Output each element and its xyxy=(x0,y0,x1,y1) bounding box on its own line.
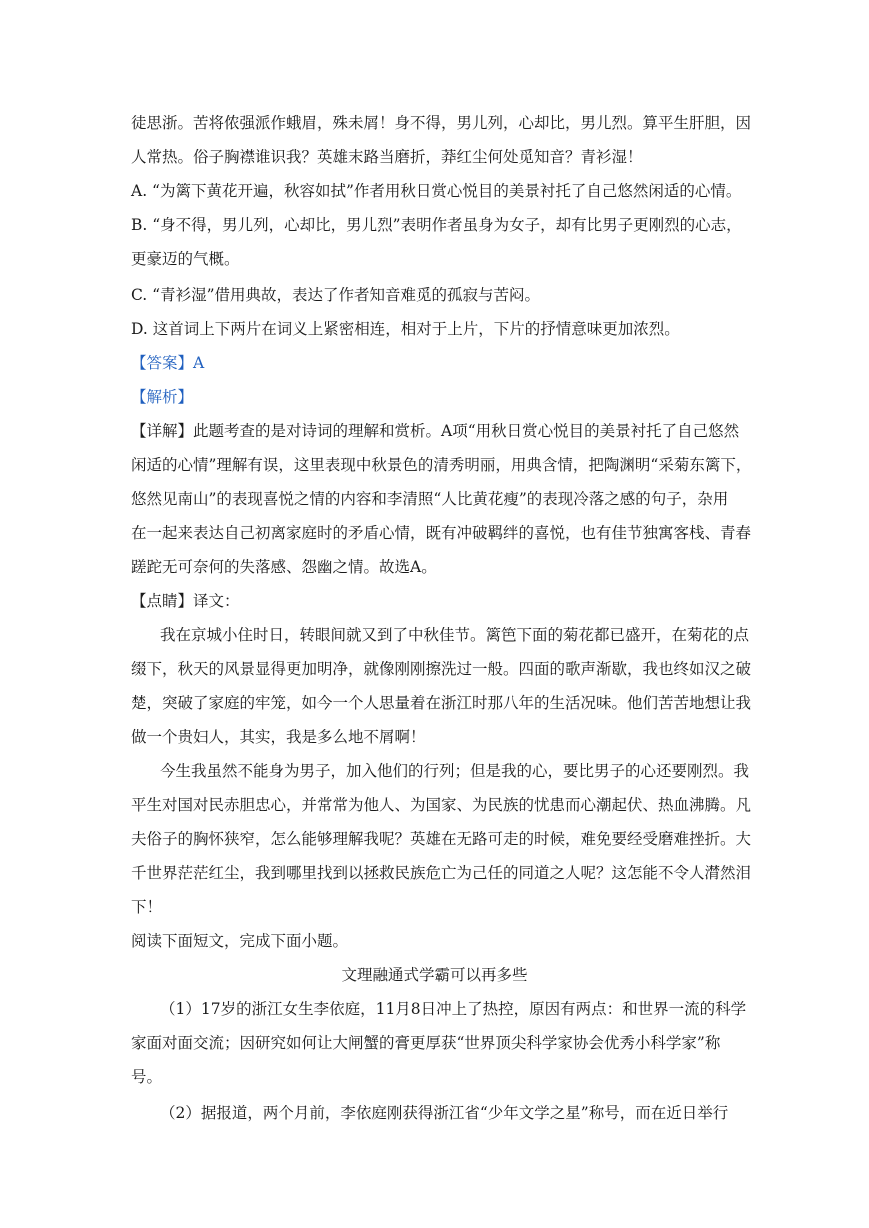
option-b-line-1: B. “身不得，男儿列，心却比，男儿烈”表明作者虽身为女子，却有比男子更刚烈的心志， xyxy=(131,216,742,234)
detail-line-5: 蹉跎无可奈何的失落感、怨幽之情。故选A。 xyxy=(131,558,437,576)
detail-line-3: 悠然见南山”的表现喜悦之情的内容和李清照“人比黄花瘦”的表现冷落之感的句子，杂用 xyxy=(131,490,729,508)
translation-p2-line-4: 千世界茫茫红尘，我到哪里找到以拯救民族危亡为己任的同道之人呢？这怎能不令人潸然泪 xyxy=(131,864,752,882)
translation-p2-line-1: 今生我虽然不能身为男子，加入他们的行列；但是我的心，要比男子的心还要刚烈。我 xyxy=(160,762,750,780)
translation-p2-line-5: 下！ xyxy=(131,898,163,916)
answer-label: 【答案】A xyxy=(131,354,205,372)
option-d: D. 这首词上下两片在词义上紧密相连，相对于上片，下片的抒情意味更加浓烈。 xyxy=(131,320,680,338)
translation-p2-line-2: 平生对国对民赤胆忠心，并常常为他人、为国家、为民族的忧患而心潮起伏、热血沸腾。凡 xyxy=(131,796,752,814)
article-title: 文理融通式学霸可以再多些 xyxy=(341,966,528,984)
poem-line-1: 徒思浙。苦将侬强派作蛾眉，殊未屑！身不得，男儿列，心却比，男儿烈。算平生肝胆，因 xyxy=(131,114,752,132)
article-p1-line-1: （1）17岁的浙江女生李依庭，11月8日冲上了热控，原因有两点：和世界一流的科学 xyxy=(160,1000,747,1018)
option-b-line-2: 更豪迈的气概。 xyxy=(131,250,240,268)
article-p1-line-3: 号。 xyxy=(131,1068,163,1086)
dianjing-label: 【点睛】译文： xyxy=(131,592,240,610)
detail-line-2: 闲适的心情”理解有误，这里表现中秋景色的清秀明丽，用典含情，把陶渊明“采菊东篱下， xyxy=(131,456,752,474)
translation-p1-line-1: 我在京城小住时日，转眼间就又到了中秋佳节。篱笆下面的菊花都已盛开，在菊花的点 xyxy=(160,626,750,644)
article-p2-line-1: （2）据报道，两个月前，李依庭刚获得浙江省“少年文学之星”称号，而在近日举行 xyxy=(160,1104,729,1122)
translation-p1-line-3: 楚，突破了家庭的牢笼，如今一个人思量着在浙江时那八年的生活况味。他们苦苦地想让我 xyxy=(131,694,752,712)
analysis-label: 【解析】 xyxy=(131,388,194,406)
option-a: A. “为篱下黄花开遍，秋容如拭”作者用秋日赏心悦目的美景衬托了自己悠然闲适的心情。 xyxy=(131,182,742,200)
reading-prompt: 阅读下面短文，完成下面小题。 xyxy=(131,932,349,950)
option-c: C. “青衫湿”借用典故，表达了作者知音难觅的孤寂与苦闷。 xyxy=(131,286,541,304)
translation-p1-line-4: 做一个贵妇人，其实，我是多么地不屑啊！ xyxy=(131,728,426,746)
poem-line-2: 人常热。俗子胸襟谁识我？英雄末路当磨折，莽红尘何处觅知音？青衫湿！ xyxy=(131,148,643,166)
translation-p1-line-2: 缀下，秋天的风景显得更加明净，就像刚刚擦洗过一般。四面的歌声渐歇，我也终如汉之破 xyxy=(131,660,752,678)
article-p1-line-2: 家面对面交流；因研究如何让大闸蟹的膏更厚获“世界顶尖科学家协会优秀小科学家”称 xyxy=(131,1034,721,1052)
translation-p2-line-3: 夫俗子的胸怀狭窄，怎么能够理解我呢？英雄在无路可走的时候，难免要经受磨难挫折。大 xyxy=(131,830,752,848)
detail-line-4: 在一起来表达自己初离家庭时的矛盾心情，既有冲破羁绊的喜悦，也有佳节独寓客栈、青春 xyxy=(131,524,752,542)
detail-line-1: 【详解】此题考查的是对诗词的理解和赏析。A项“用秋日赏心悦目的美景衬托了自己悠然 xyxy=(131,422,740,440)
